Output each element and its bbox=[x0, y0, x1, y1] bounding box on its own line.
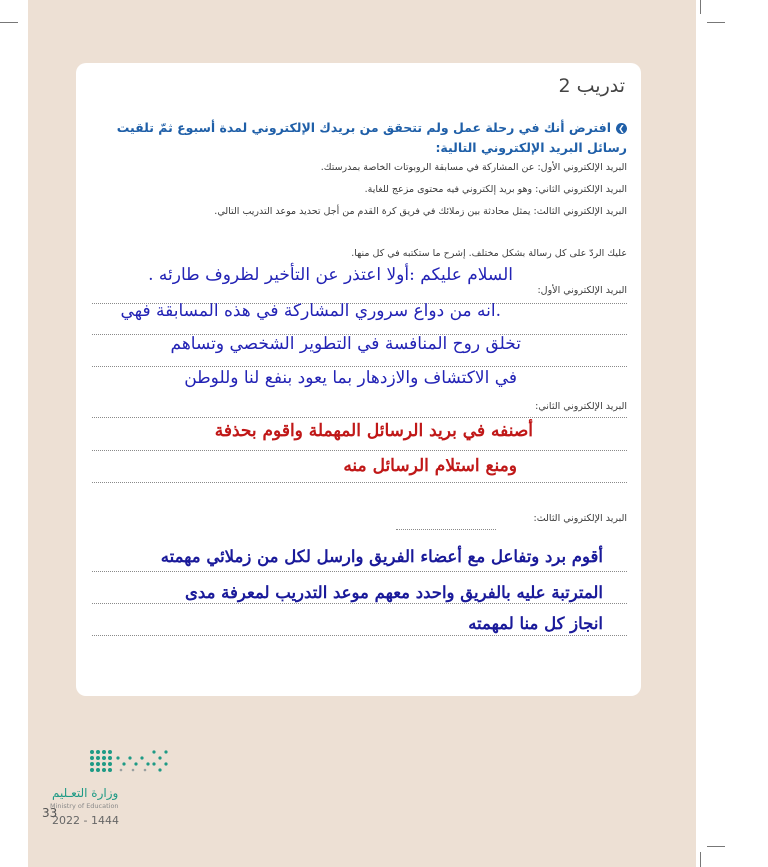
ministry-name-arabic: وزارة التعـليم bbox=[52, 786, 119, 800]
third-answer-line-2: المترتبة عليه بالفريق واحدد معهم موعد التدريب لمعرفة مدى bbox=[185, 583, 603, 602]
crop-mark bbox=[707, 846, 725, 847]
third-answer-line-3: انجاز كل منا لمهمته bbox=[468, 614, 603, 633]
crop-mark bbox=[0, 22, 18, 23]
email-description-1: البريد الإلكتروني الأول: عن المشاركة في مسابقة الروبوتات الخاصة بمدرستك. bbox=[320, 162, 627, 173]
ministry-logo-icon bbox=[88, 748, 170, 778]
dotted-line bbox=[92, 635, 627, 636]
chevron-right-icon: ❯ bbox=[616, 123, 627, 134]
exercise-instruction bbox=[107, 118, 627, 158]
dotted-line bbox=[92, 450, 627, 451]
dotted-line bbox=[396, 529, 496, 530]
second-answer-line-2: ومنع استلام الرسائل منه bbox=[343, 456, 517, 476]
ministry-name-english: Ministry of Education bbox=[50, 802, 119, 810]
dotted-line bbox=[92, 417, 627, 418]
first-email-label: البريد الإلكتروني الأول: bbox=[537, 285, 627, 296]
crop-mark bbox=[707, 22, 725, 23]
dotted-line bbox=[92, 603, 627, 604]
crop-mark bbox=[700, 0, 701, 14]
task-instruction: عليك الردّ على كل رسالة بشكل مختلف. إشرح ما ستكتبه في كل منها. bbox=[351, 248, 627, 259]
third-email-label: البريد الإلكتروني الثالث: bbox=[533, 513, 627, 524]
dotted-line bbox=[92, 366, 627, 367]
dotted-line bbox=[92, 482, 627, 483]
page-number: 33 bbox=[42, 806, 58, 820]
exercise-title: تدريب 2 bbox=[558, 75, 625, 97]
second-email-label: البريد الإلكتروني الثاني: bbox=[535, 401, 627, 412]
dotted-line bbox=[92, 571, 627, 572]
first-answer-line-3: تخلق روح المنافسة في التطوير الشخصي وتساهم bbox=[170, 334, 521, 354]
second-answer-line-1: أصنفه في بريد الرسائل المهملة واقوم بحذفة bbox=[214, 421, 533, 441]
instruction-text: افترض أنك في رحلة عمل ولم تتحقق من بريدك الإلكتروني لمدة أسبوع ثمّ تلقيت رسائل البريد الإلكتروني التالية: bbox=[116, 120, 627, 155]
first-answer-line-2: .انه من دواع سروري المشاركة في هذه المسابقة فهي bbox=[120, 301, 501, 321]
first-answer-line-4: في الاكتشاف والازدهار بما يعود بنفع لنا وللوطن bbox=[184, 368, 517, 388]
exercise-card bbox=[76, 63, 641, 696]
crop-mark bbox=[700, 852, 701, 867]
third-answer-line-1: أقوم برد وتفاعل مع أعضاء الفريق وارسل لكل من زملائي مهمته bbox=[160, 547, 603, 566]
edition-year: 2022 - 1444 bbox=[52, 814, 119, 827]
email-description-2: البريد الإلكتروني الثاني: وهو بريد إلكتروني فيه محتوى مزعج للغاية. bbox=[364, 184, 627, 195]
first-answer-line-1: السلام عليكم :أولا اعتذر عن التأخير لظروف طارئه . bbox=[148, 265, 513, 285]
email-description-3: البريد الإلكتروني الثالث: يمثل محادثة بين زملائك في فريق كرة القدم من أجل تحديد موعد التدريب التالي. bbox=[214, 206, 627, 217]
